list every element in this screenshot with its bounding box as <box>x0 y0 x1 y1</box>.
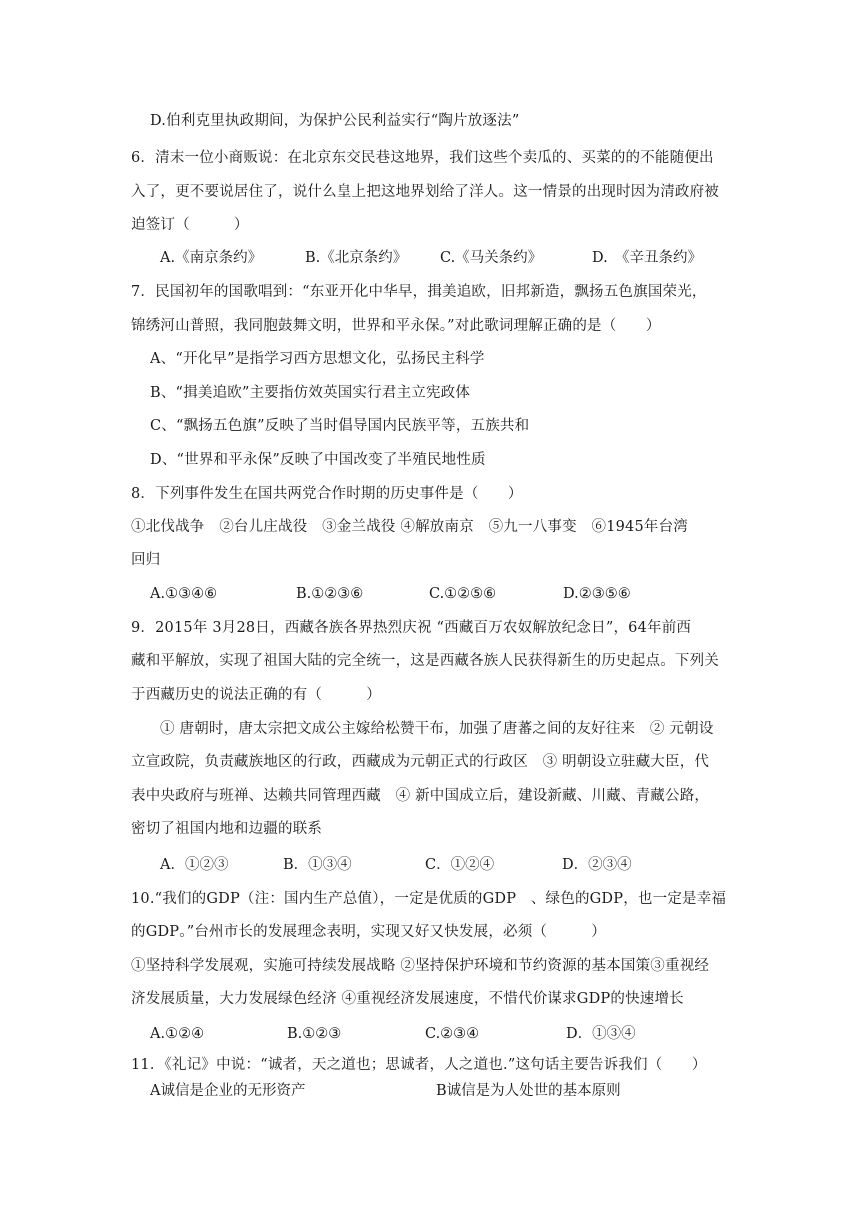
q5-option-d: D.伯利克里执政期间，为保护公民利益实行“陶片放逐法” <box>150 113 520 129</box>
q6-option-c: C.《马关条约》 <box>440 250 543 266</box>
q11-line-1: 11．《礼记》中说：“诚者，天之道也；思诚者，人之道也.”这句话主要告诉我们（ ） <box>131 1057 707 1073</box>
q6-option-b: B.《北京条约》 <box>305 250 408 266</box>
q10-line-1: 10.“我们的GDP（注：国内生产总值），一定是优质的GDP 、绿色的GDP，也一定是幸福 <box>131 891 727 907</box>
q7-option-a: A、“开化早”是指学习西方思想文化，弘扬民主科学 <box>150 351 485 367</box>
q10-option-d: D．①③④ <box>566 1026 636 1042</box>
q10-line-3: ①坚持科学发展观，实施可持续发展战略 ②坚持保护环境和节约资源的基本国策③重视经 <box>131 958 710 974</box>
q6-line-2: 入了，更不要说居住了，说什么皇上把这地界划给了洋人。这一情景的出现时因为清政府被 <box>131 184 719 200</box>
q7-line-2: 锦绣河山普照，我同胞鼓舞文明，世界和平永保。”对此歌词理解正确的是（ ） <box>131 318 661 334</box>
q6-option-a: A.《南京条约》 <box>160 250 263 266</box>
q8-option-b: B.①②③⑥ <box>296 586 364 602</box>
q9-line-6: 表中央政府与班禅、达赖共同管理西藏 ④ 新中国成立后，建设新藏、川藏、青藏公路， <box>131 788 710 804</box>
q10-option-c: C.②③④ <box>425 1026 480 1042</box>
q10-option-b: B.①②③ <box>287 1026 342 1042</box>
q9-line-2: 藏和平解放，实现了祖国大陆的完全统一，这是西藏各族人民获得新生的历史起点。下列关 <box>131 653 719 669</box>
q9-option-b: B．①③④ <box>283 857 352 873</box>
q10-line-2: 的GDP。”台州市长的发展理念表明，实现又好又快发展，必须（ ） <box>131 924 606 940</box>
q8-line-1: 8．下列事件发生在国共两党合作时期的历史事件是（ ） <box>131 486 523 502</box>
q6-line-3: 迫签订（ ） <box>131 217 249 233</box>
q6-line-1: 6．清末一位小商贩说：在北京东交民巷这地界，我们这些个卖瓜的、买菜的的不能随便出 <box>131 150 714 166</box>
q7-option-b: B、“揖美追欧”主要指仿效英国实行君主立宪政体 <box>150 385 471 401</box>
q9-option-a: A．①②③ <box>160 857 229 873</box>
q8-line-2: ①北伐战争 ②台儿庄战役 ③金兰战役 ④解放南京 ⑤九一八事变 ⑥1945年台湾 <box>131 519 689 535</box>
q7-line-1: 7．民国初年的国歌唱到：“东亚开化中华早，揖美追欧，旧邦新造，飘扬五色旗国荣光， <box>131 284 707 300</box>
q9-option-c: C．①②④ <box>425 857 495 873</box>
q9-line-5: 立宣政院，负责藏族地区的行政，西藏成为元朝正式的行政区 ③ 明朝设立驻藏大臣，代 <box>131 754 710 770</box>
q10-line-4: 济发展质量，大力发展绿色经济 ④重视经济发展速度，不惜代价谋求GDP的快速增长 <box>131 991 684 1007</box>
q9-line-4: ① 唐朝时，唐太宗把文成公主嫁给松赞干布，加强了唐蕃之间的友好往来 ② 元朝设 <box>160 721 714 737</box>
q7-option-d: D、“世界和平永保”反映了中国改变了半殖民地性质 <box>150 452 486 468</box>
q6-option-d: D. 《辛丑条约》 <box>592 250 702 266</box>
q11-option-a: A诚信是企业的无形资产 <box>150 1083 306 1099</box>
q11-option-b: B诚信是为人处世的基本原则 <box>436 1083 621 1099</box>
q8-line-3: 回归 <box>131 552 161 568</box>
q8-option-a: A.①③④⑥ <box>150 586 218 602</box>
q9-line-7: 密切了祖国内地和边疆的联系 <box>131 821 323 837</box>
q9-line-1: 9．2015年 3月28日，西藏各族各界热烈庆祝 “西藏百万农奴解放纪念日”，64年前西 <box>131 620 692 636</box>
q8-option-c: C.①②⑤⑥ <box>429 586 497 602</box>
q9-line-3: 于西藏历史的说法正确的有（ ） <box>131 687 381 703</box>
q7-option-c: C、“飘扬五色旗”反映了当时倡导国内民族平等，五族共和 <box>150 418 530 434</box>
q10-option-a: A.①②④ <box>150 1026 205 1042</box>
q8-option-d: D.②③⑤⑥ <box>563 586 631 602</box>
q9-option-d: D．②③④ <box>562 857 632 873</box>
